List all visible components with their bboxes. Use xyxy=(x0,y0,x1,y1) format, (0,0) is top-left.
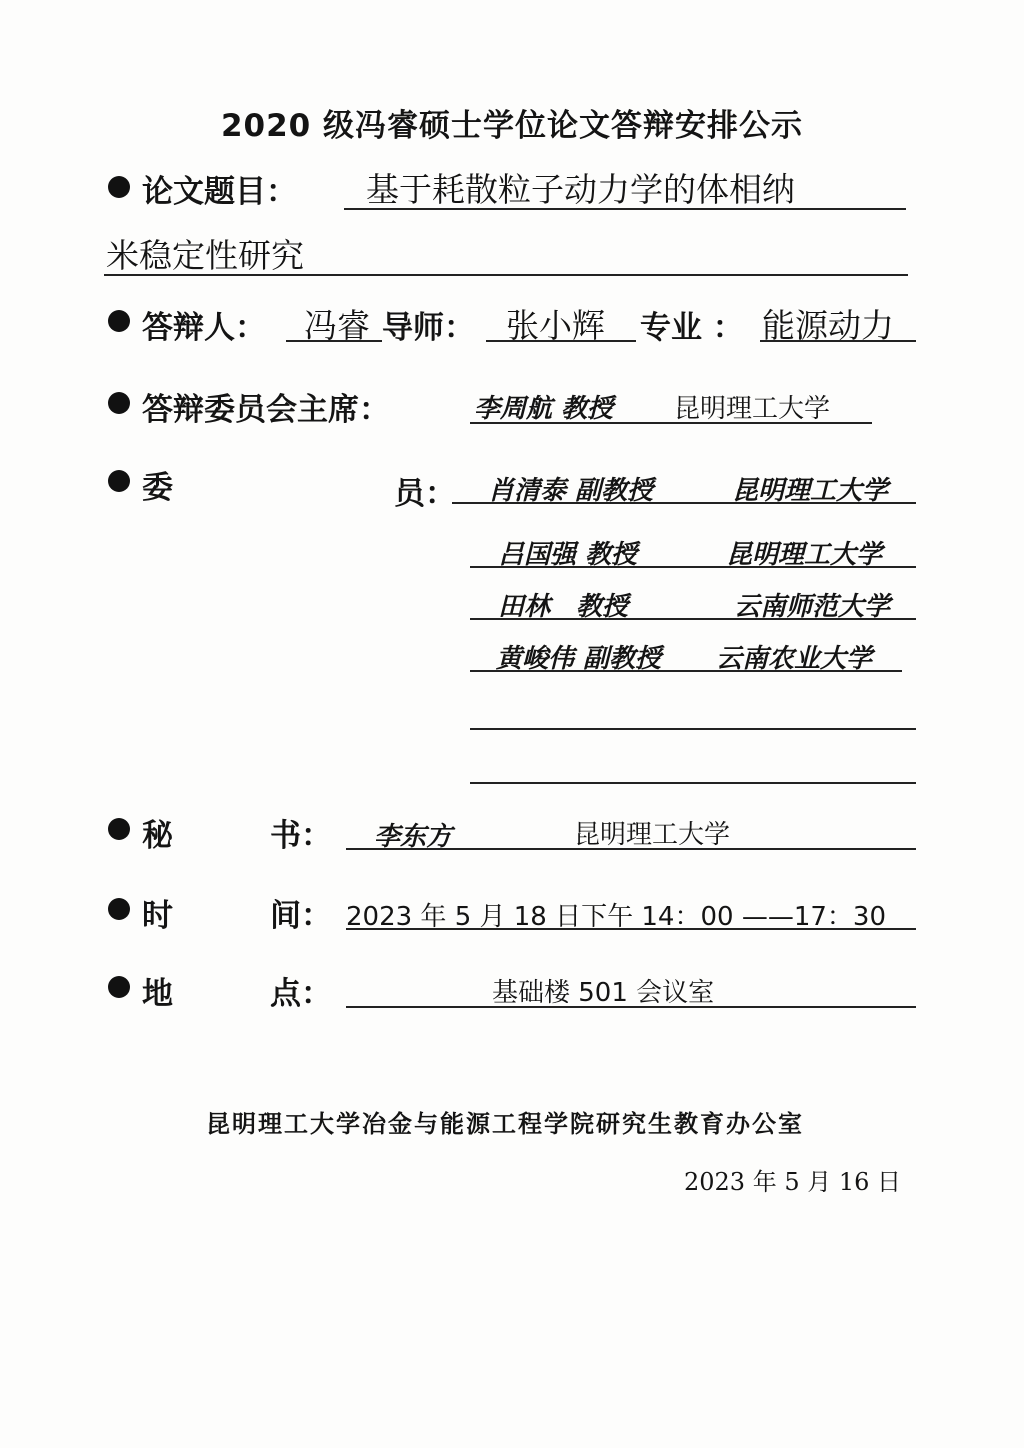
underline xyxy=(452,502,916,504)
underline xyxy=(286,340,382,342)
chair-label: 答辩委员会主席： xyxy=(142,392,390,428)
secretary-label-right: 书： xyxy=(270,818,332,854)
secretary-org: 昆明理工大学 xyxy=(574,820,731,850)
chair-org: 昆明理工大学 xyxy=(674,394,831,424)
underline xyxy=(104,274,908,276)
place-value: 基础楼 501 会议室 xyxy=(492,978,715,1008)
bullet-dot xyxy=(108,470,130,492)
underline xyxy=(470,618,916,620)
page-title: 2020 级冯睿硕士学位论文答辩安排公示 xyxy=(220,108,804,144)
committee-member-org: 云南农业大学 xyxy=(716,644,873,674)
underline xyxy=(346,1006,916,1008)
place-label-left: 地 xyxy=(142,976,173,1012)
committee-label-right: 员： xyxy=(394,476,456,512)
bullet-dot xyxy=(108,392,130,414)
underline xyxy=(344,208,906,210)
thesis-title-line2: 米稳定性研究 xyxy=(106,236,304,275)
bullet-dot xyxy=(108,898,130,920)
secretary-name: 李东方 xyxy=(374,822,453,852)
thesis-title-line1: 基于耗散粒子动力学的体相纳 xyxy=(366,170,795,209)
secretary-label-left: 秘 xyxy=(142,818,173,854)
underline xyxy=(470,566,916,568)
bullet-dot xyxy=(108,976,130,998)
major-value: 能源动力 xyxy=(762,306,894,345)
committee-member-name: 吕国强 教授 xyxy=(498,540,638,570)
time-label-left: 时 xyxy=(142,898,173,934)
underline xyxy=(470,422,872,424)
underline xyxy=(486,340,636,342)
bullet-dot xyxy=(108,818,130,840)
committee-member-name: 田林 教授 xyxy=(498,592,629,622)
defender-label: 答辩人： xyxy=(142,310,266,346)
time-value: 2023 年 5 月 18 日下午 14：00 ——17：30 xyxy=(346,902,886,932)
time-label-right: 间： xyxy=(270,898,332,934)
place-label-right: 点： xyxy=(270,976,332,1012)
committee-member-org: 云南师范大学 xyxy=(734,592,891,622)
underline xyxy=(346,928,916,930)
underline xyxy=(346,848,916,850)
committee-member-org: 昆明理工大学 xyxy=(732,476,889,506)
committee-member-org: 昆明理工大学 xyxy=(726,540,883,570)
underline xyxy=(470,670,902,672)
defender-name: 冯睿 xyxy=(304,306,370,345)
issuing-office: 昆明理工大学冶金与能源工程学院研究生教育办公室 xyxy=(206,1109,804,1138)
underline xyxy=(760,340,916,342)
advisor-name: 张小辉 xyxy=(506,306,605,345)
blank-underline xyxy=(470,782,916,784)
committee-member-name: 黄峻伟 副教授 xyxy=(496,644,662,674)
advisor-label: 导师： xyxy=(382,310,475,346)
chair-name: 李周航 教授 xyxy=(474,394,614,424)
thesis-label: 论文题目： xyxy=(142,174,297,210)
bullet-dot xyxy=(108,310,130,332)
major-label: 专业 ： xyxy=(640,310,744,346)
committee-member-name: 肖清泰 副教授 xyxy=(488,476,654,506)
bullet-dot xyxy=(108,176,130,198)
issue-date: 2023 年 5 月 16 日 xyxy=(684,1168,902,1196)
blank-underline xyxy=(470,728,916,730)
committee-label-left: 委 xyxy=(142,470,173,506)
